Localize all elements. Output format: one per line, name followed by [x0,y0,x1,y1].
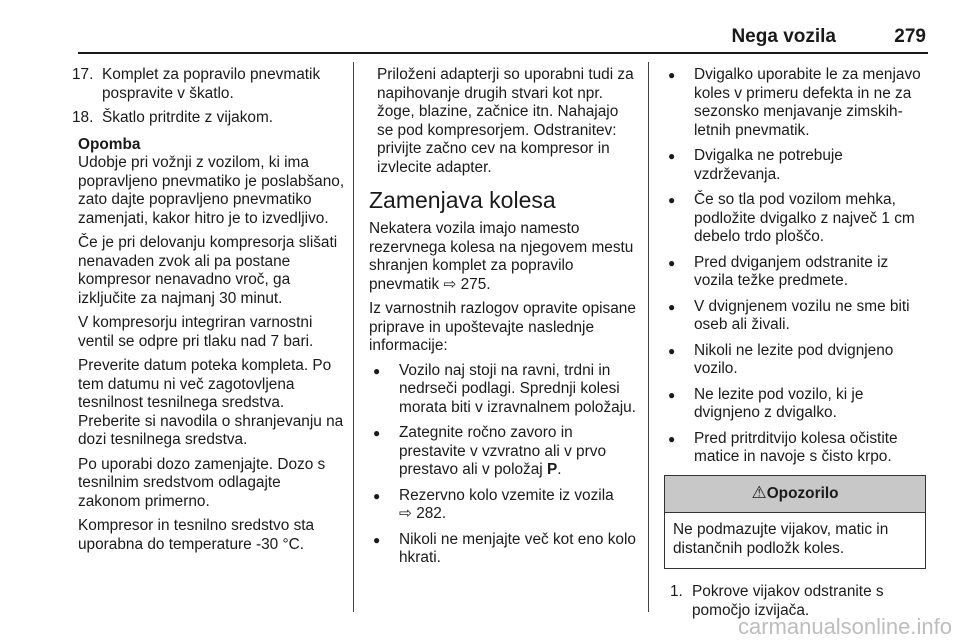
paragraph: Če je pri delovanju kompresorja slišati nenavaden zvok ali pa postane kompresor nenavadno vroč, ga izključite za najmanj 30 minut. [78,234,338,307]
list-item: ● Pred dviganjem odstranite iz vozila težke predmete. [664,254,926,291]
column-3 [664,66,926,626]
note-block [78,136,346,555]
page-number: 279 [894,26,926,47]
step-item: 1. Pokrove vijakov odstranite s pomočjo izvijača. [670,583,884,619]
paragraph: Nekatera vozila imajo namesto rezervnega kolesa na njegovem mestu shranjen komplet za popravilo pnevmatik ⇨ 275. [369,220,634,293]
paragraph: Preverite datum poteka kompleta. Po tem datumu ni več zagotovljena tesnilnost tesnilnega sredstva. Preberite si navodila o shranjevanju na dozi tesnilnega sredstva. [78,357,344,448]
bullet-icon: ● [373,532,381,547]
paragraph: Po uporabi dozo zamenjajte. Dozo s tesnilnim sredstvom odlagajte zakonom primerno. [78,455,326,510]
list-item: ● Pred pritrditvijo kolesa očistite matice in navoje s čisto krpo. [664,430,926,467]
paragraph: Kompresor in tesnilno sredstvo sta uporabna do temperature -30 °C. [78,517,315,553]
bullet-icon: ● [668,387,676,402]
list-item: ● V dvignjenem vozilu ne sme biti oseb ali živali. [664,298,926,335]
bullet-icon: ● [668,431,676,446]
list-item: ● Nikoli ne lezite pod dvignjeno vozilo. [664,342,926,379]
warning-title: Opozorilo [766,484,839,502]
section-title: Nega vozila [731,26,836,47]
paragraph: Priloženi adapterji so uporabni tudi za napihovanje drugih stvari kot npr. žoge, blazine, začnice itn. Nahajajo se pod kompresorjem. Odstranitev: privijte začno cev na kompresor in izvlecite adapter. [377,66,634,176]
watermark: carmanualsonline.info [737,613,952,639]
bullet-icon: ● [373,488,381,503]
warning-text: Ne podmazujte vijakov, matic in distančnih podložk koles. [673,521,889,557]
paragraph: V kompresorju integriran varnostni ventil se odpre pri tlaku nad 7 bari. [78,314,314,350]
reference-arrow-icon: ⇨ [399,505,412,522]
bullet-icon: ● [373,363,381,378]
reference-arrow-icon: ⇨ [443,275,457,293]
column-1 [72,66,346,560]
column-divider-1 [353,62,354,612]
bullet-icon: ● [668,299,676,314]
list-item: ● Če so tla pod vozilom mehka, podložite dvigalko z največ 1 cm debelo trdo ploščo. [664,191,926,247]
paragraph: Iz varnostnih razlogov opravite opisane priprave in upoštevajte naslednje informacije: [369,300,636,354]
warning-triangle-icon: ⚠ [751,482,767,502]
bullet-icon: ● [668,255,676,270]
warning-box [664,475,926,570]
page-reference[interactable]: 275. [460,275,491,293]
list-item: ● Ne lezite pod vozilo, ki je dvignjeno z dvigalko. [664,386,926,423]
header-rule [78,52,928,54]
bullet-icon: ● [668,193,676,207]
gear-position: P [547,461,558,478]
warning-header [665,476,925,514]
bullet-icon: ● [668,343,676,358]
column-2 [369,66,637,575]
page-reference[interactable]: 282. [416,505,447,522]
page-header [0,18,928,54]
bullet-icon: ● [668,68,676,82]
list-item: ● Rezervno kolo vzemite iz vozila ⇨ 282. [369,487,637,524]
section-heading: Zamenjava kolesa [369,187,556,213]
list-item: ● Nikoli ne menjajte več kot eno kolo hkrati. [369,531,637,568]
list-item: 17. Komplet za popravilo pnevmatik pospravite v škatlo. [72,66,321,102]
list-item: ● Dvigalko uporabite le za menjavo koles v primeru defekta in ne za sezonsko menjavanje zimskih-letnih pnevmatik. [664,66,926,140]
paragraph: Udobje pri vožnji z vozilom, ki ima popravljeno pnevmatiko je poslabšano, zato dajte popravljeno pnevmatiko zamenjati, kakor hitro je to izvedljivo. [78,154,345,227]
list-item: ● Zategnite ročno zavoro in prestavite v vzvratno ali v prvo prestavo ali v položaj P. [369,424,637,480]
bullet-icon: ● [668,149,676,163]
note-title: Opomba [78,135,141,153]
column-divider-2 [648,62,649,612]
list-item: ● Dvigalka ne potrebuje vzdrževanja. [664,147,926,184]
list-item: 18. Škatlo pritrdite z vijakom. [72,109,274,126]
bullet-icon: ● [373,426,381,440]
list-item: ● Vozilo naj stoji na ravni, trdni in nedrseči podlagi. Sprednji kolesi morata biti v izravnalnem položaju. [369,362,637,418]
